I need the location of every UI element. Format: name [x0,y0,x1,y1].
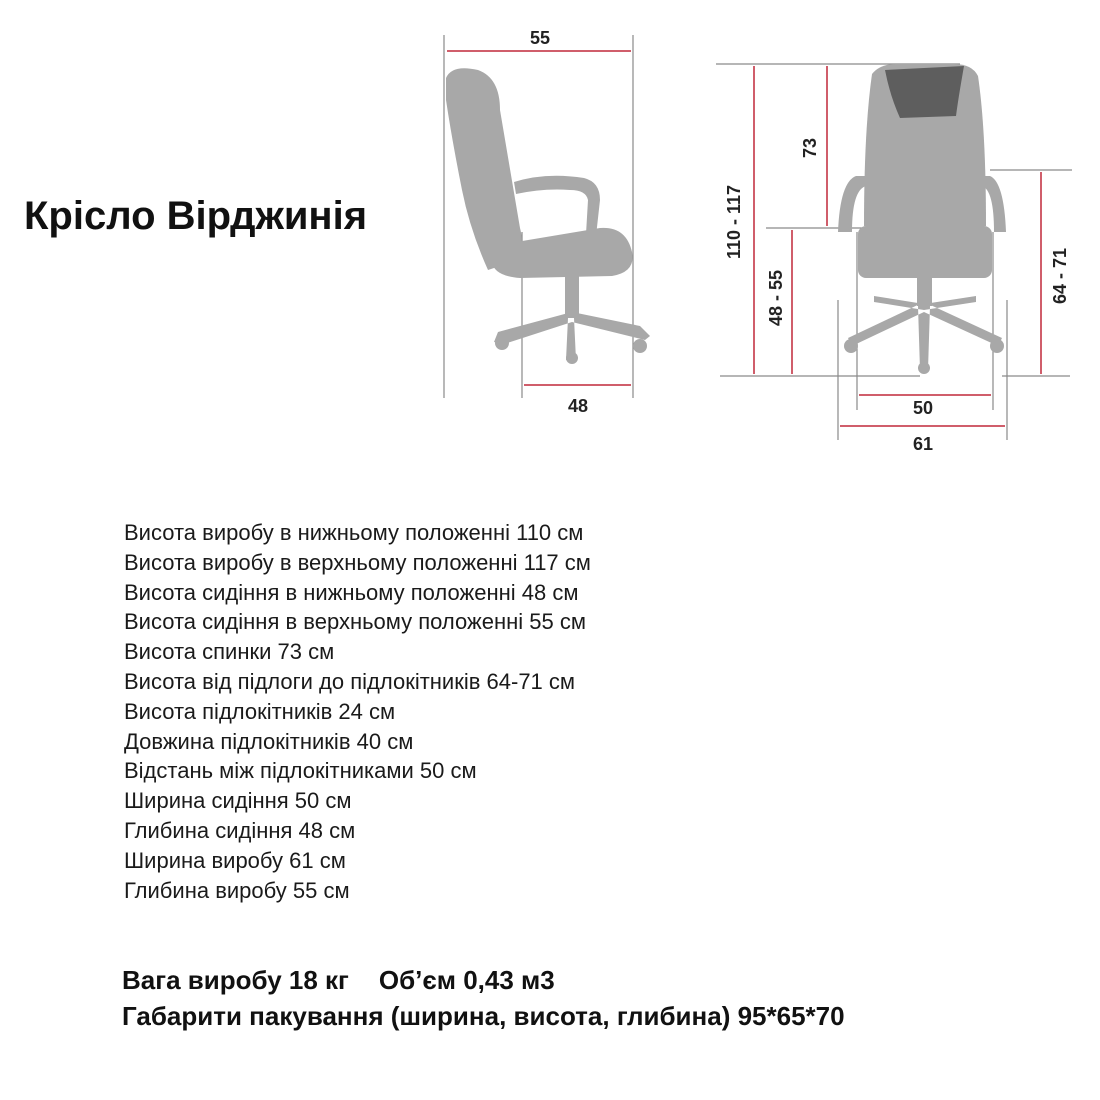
volume-text: Об’єм 0,43 м3 [378,965,555,995]
spec-item: Глибина сидіння 48 см [124,817,356,843]
front-seat-height-label: 48 - 55 [766,269,786,327]
side-depth-label: 55 [529,28,551,48]
spec-item: Висота виробу в нижньому положенні 110 см [124,520,584,545]
spec-item: Ширина сидіння 50 см [124,788,352,814]
spec-item: Ширина виробу 61 см [124,847,346,873]
spec-item: Відстань між підлокітниками 50 см [124,758,477,784]
front-back-height-label: 73 [800,137,820,159]
front-wheel-left [844,339,858,353]
front-chair-gaslift [917,276,932,306]
front-view [716,64,1072,454]
spec-item: Висота від підлоги до підлокітників 64-71 см [124,668,576,694]
side-wheel-right [633,339,647,353]
front-seat-width-label: 50 [912,398,934,418]
side-chair-armrest [514,176,600,236]
side-view [444,28,650,416]
front-chair-seat [858,226,992,278]
spec-item: Висота підлокітників 24 см [124,698,396,724]
side-seat-depth-label: 48 [567,396,589,416]
specifications-list [124,518,591,905]
front-wheel-right [990,339,1004,353]
spec-item: Висота сидіння в верхньому положенні 55 см [124,609,586,635]
spec-item: Висота сидіння в нижньому положенні 48 см [124,579,579,605]
side-wheel-middle [566,352,578,364]
front-chair-base [848,296,1002,370]
packaging-text: Габарити пакування (ширина, висота, глибина) 95*65*70 [122,1001,845,1031]
weight-text: Вага виробу 18 кг [122,965,349,995]
side-chair-lever [582,268,598,276]
side-wheel-left [495,336,509,350]
dimension-diagram [0,0,1100,470]
front-total-height-label: 110 - 117 [724,184,744,260]
front-armrest-height-label: 64 - 71 [1050,247,1070,305]
product-title: Крісло Вірджинія [24,194,368,238]
front-chair-headrest [885,66,964,118]
spec-item: Висота виробу в верхньому положенні 117 см [124,549,591,575]
front-chair-armrest-left [838,176,868,232]
front-total-width-label: 61 [912,434,934,454]
front-wheel-middle [918,362,930,374]
spec-item: Висота спинки 73 см [124,639,335,665]
spec-item: Довжина підлокітників 40 см [124,728,414,754]
spec-item: Глибина виробу 55 см [124,877,350,903]
weight-volume-line [122,962,845,998]
summary-block [122,962,845,1034]
side-chair-gaslift [565,276,579,316]
side-chair-backrest [446,68,522,270]
